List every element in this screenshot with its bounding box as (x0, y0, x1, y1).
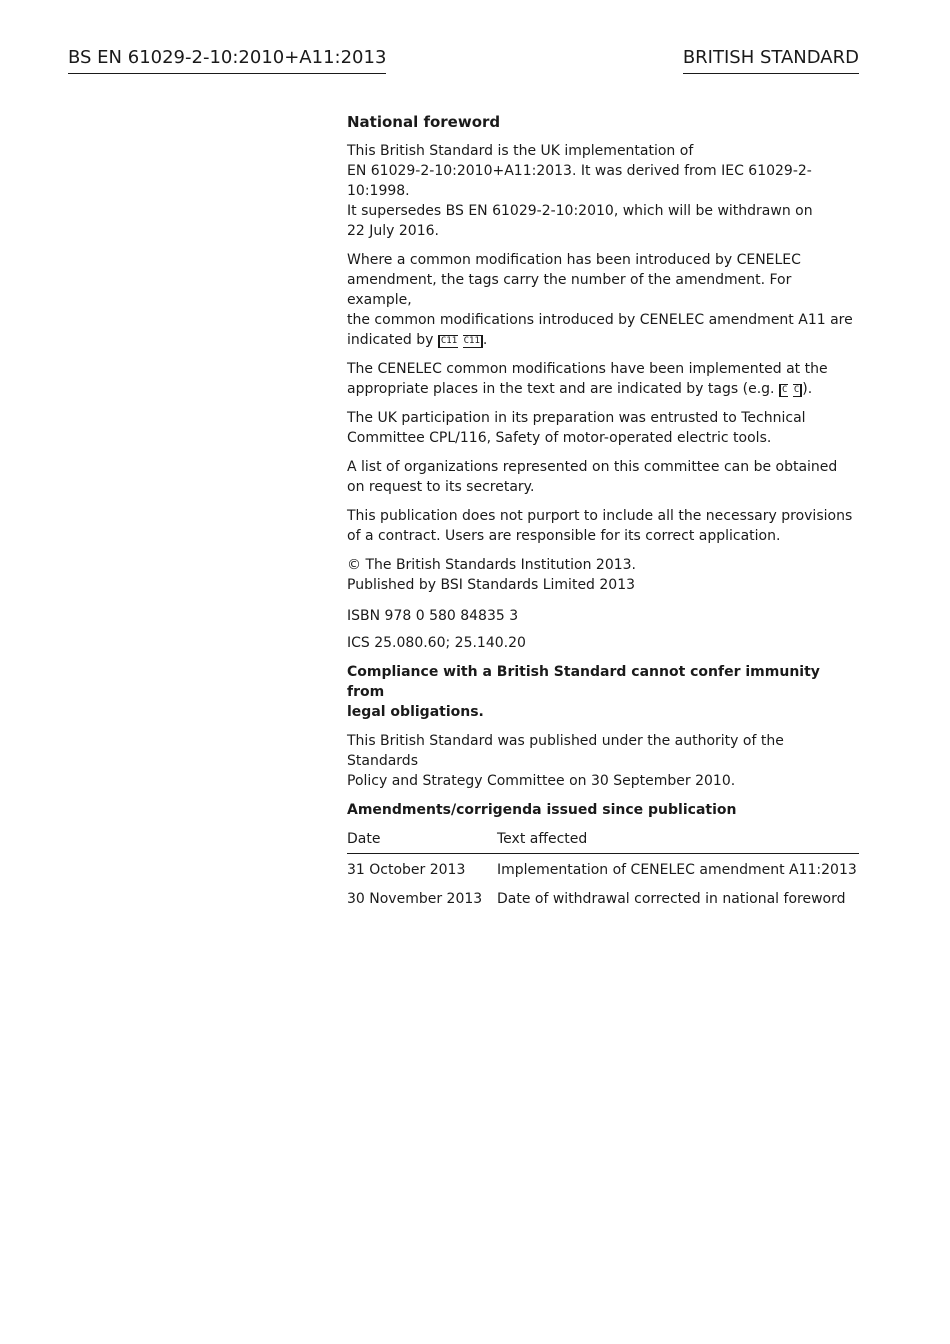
isbn-number: ISBN 978 0 580 84835 3 (347, 608, 519, 624)
text-line: The CENELEC common modifications have been implemented at the (347, 361, 828, 377)
paragraph-cenelec-tags (347, 359, 859, 399)
compliance-statement (347, 662, 859, 722)
amendment-date: 31 October 2013 (347, 862, 466, 878)
text-line: The UK participation in its preparation was entrusted to Technical (347, 410, 806, 426)
text-line: EN 61029-2-10:2010+A11:2013. It was derived from IEC 61029-2-10:1998. (347, 163, 812, 199)
text-line: A list of organizations represented on this committee can be obtained (347, 459, 838, 475)
amendments-table (347, 825, 859, 912)
text-line: of a contract. Users are responsible for its correct application. (347, 528, 781, 544)
text-line: legal obligations. (347, 704, 484, 720)
table-row (347, 883, 859, 912)
national-foreword-section (347, 112, 859, 912)
text-line: This British Standard was published under the authority of the Standards (347, 733, 784, 769)
paragraph-contract-notice (347, 506, 859, 546)
ics-number: ICS 25.080.60; 25.140.20 (347, 635, 526, 651)
amendment-text: Date of withdrawal corrected in national foreword (497, 891, 846, 907)
text-line: on request to its secretary. (347, 479, 535, 495)
paragraph-implementation (347, 141, 859, 241)
paragraph-copyright (347, 555, 859, 595)
column-header-date: Date (347, 825, 497, 854)
cenelec-tag-open-icon: C (779, 384, 788, 397)
section-title: National foreword (347, 113, 501, 131)
text-line: Published by BSI Standards Limited 2013 (347, 577, 636, 593)
table-header-row (347, 825, 859, 854)
text-line: the common modifications introduced by CENELEC amendment A11 are (347, 312, 853, 328)
column-header-text-affected: Text affected (497, 825, 859, 854)
text-fragment: ). (802, 381, 813, 397)
text-line: © The British Standards Institution 2013. (347, 557, 637, 573)
text-line: Policy and Strategy Committee on 30 September 2010. (347, 773, 736, 789)
text-fragment: appropriate places in the text and are indicated by tags (e.g. (347, 381, 775, 397)
paragraph-uk-participation (347, 408, 859, 448)
text-line: amendment, the tags carry the number of the amendment. For example, (347, 272, 792, 308)
text-line: Where a common modification has been introduced by CENELEC (347, 252, 801, 268)
text-line: This publication does not purport to include all the necessary provisions (347, 508, 853, 524)
text-line: Committee CPL/116, Safety of motor-operated electric tools. (347, 430, 772, 446)
paragraph-authority (347, 731, 859, 791)
table-row (347, 854, 859, 884)
text-line: Compliance with a British Standard cannot confer immunity from (347, 664, 820, 700)
text-fragment: . (482, 332, 488, 348)
text-line: 22 July 2016. (347, 223, 439, 239)
amendment-date: 30 November 2013 (347, 891, 483, 907)
amendment-tag-close-icon: C11 (463, 335, 483, 348)
amendments-title: Amendments/corrigenda issued since publication (347, 802, 737, 818)
header-document-number: BS EN 61029-2-10:2010+A11:2013 (68, 46, 386, 74)
cenelec-tag-close-icon: C (793, 384, 802, 397)
text-line: It supersedes BS EN 61029-2-10:2010, which will be withdrawn on (347, 203, 813, 219)
text-line (347, 330, 859, 350)
text-fragment: indicated by (347, 332, 434, 348)
amendment-tag-open-icon: C11 (438, 335, 458, 348)
header-publication-type: BRITISH STANDARD (683, 46, 859, 74)
text-line: This British Standard is the UK implementation of (347, 143, 694, 159)
text-line (347, 379, 859, 399)
paragraph-common-modification (347, 250, 859, 350)
amendment-text: Implementation of CENELEC amendment A11:2013 (497, 862, 857, 878)
paragraph-committee-list (347, 457, 859, 497)
